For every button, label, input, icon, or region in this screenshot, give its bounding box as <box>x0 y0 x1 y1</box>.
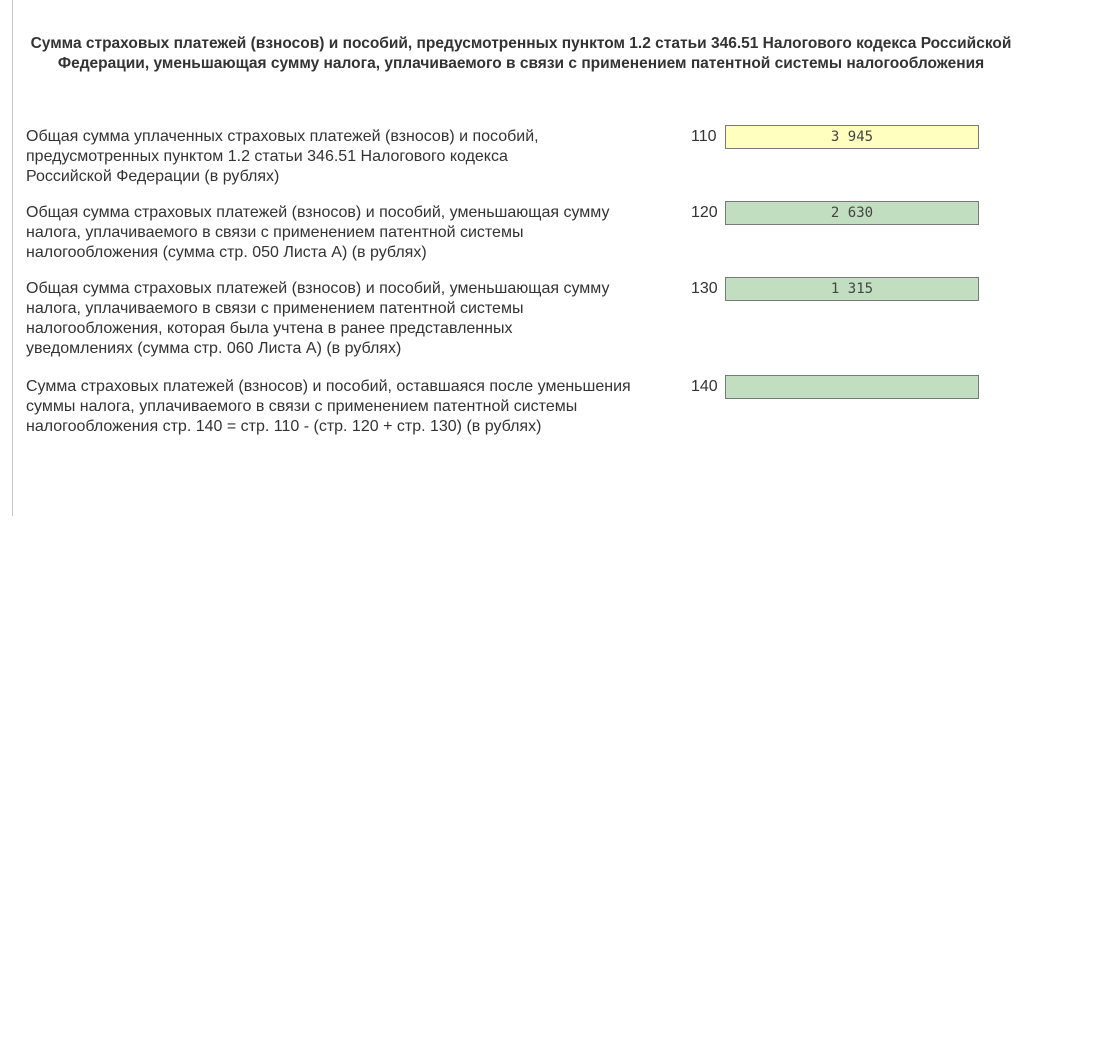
row-120-label: Общая сумма страховых платежей (взносов) и пособий, уменьшающая сумму налога, уплачиваемого в связи с применением патентной системы налогообложения (сумма стр. 050 Листа А) (в рублях) <box>26 204 610 261</box>
row-130-label: Общая сумма страховых платежей (взносов) и пособий, уменьшающая сумму налога, уплачиваемого в связи с применением патентной системы налогообложения, которая была учтена в ранее представленных уведомлениях (сумма стр. 060 Листа А) (в рублях) <box>26 280 610 357</box>
row-130-code: 130 <box>691 280 718 297</box>
row-110-code: 110 <box>691 128 717 145</box>
row-120-amount-field: 2 630 <box>725 201 979 225</box>
row-140-amount-field <box>725 375 979 399</box>
row-110-label: Общая сумма уплаченных страховых платежей (взносов) и пособий, предусмотренных пунктом 1.2 статьи 346.51 Налогового кодекса Российской Федерации (в рублях) <box>26 128 539 185</box>
section-title: Сумма страховых платежей (взносов) и пособий, предусмотренных пунктом 1.2 статьи 346.51 Налогового кодекса Российской Федерации, уменьшающая сумму налога, уплачиваемого в связи с применением патентной системы налогообложения <box>30 35 1012 72</box>
row-130-amount-field: 1 315 <box>725 277 979 301</box>
row-120-code: 120 <box>691 204 718 221</box>
left-frame-border <box>0 0 13 516</box>
row-140-label: Сумма страховых платежей (взносов) и пособий, оставшаяся после уменьшения суммы налога, уплачиваемого в связи с применением патентной системы налогообложения стр. 140 = стр. 110 - (стр. 120 + стр. 130) (в рублях) <box>26 378 631 435</box>
row-110-amount-input[interactable] <box>725 125 979 149</box>
row-140-code: 140 <box>691 378 718 395</box>
